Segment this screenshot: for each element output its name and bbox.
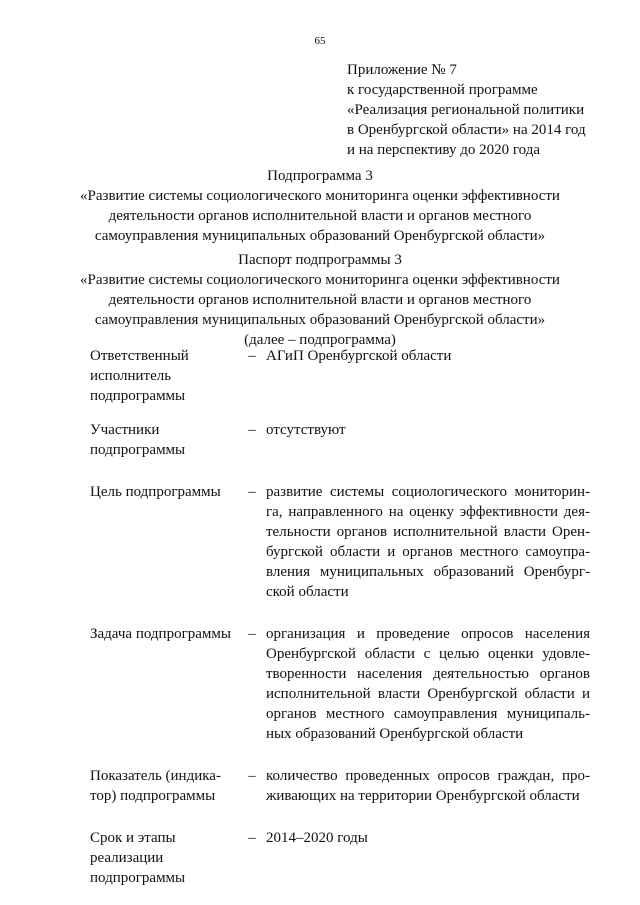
row-label-line: Срок и этапы bbox=[90, 830, 176, 846]
subprogram-title-line: самоуправления муниципальных образований Оренбургской области» bbox=[94, 228, 546, 244]
row-value bbox=[266, 828, 590, 848]
row-label bbox=[90, 420, 238, 460]
row-label-line: Задача подпрограммы bbox=[90, 626, 231, 642]
row-label bbox=[90, 482, 238, 502]
row-value bbox=[266, 624, 590, 744]
appendix-heading bbox=[347, 60, 632, 160]
row-value bbox=[266, 766, 590, 806]
row-dash: – bbox=[248, 348, 256, 364]
row-dash: – bbox=[248, 626, 256, 642]
passport-row-indicator bbox=[90, 766, 590, 806]
row-label-line: Цель подпрограммы bbox=[90, 484, 221, 500]
row-value-line: развитие системы социологического мониторин- bbox=[266, 484, 590, 500]
row-value-line: АГиП Оренбургской области bbox=[266, 348, 452, 364]
appendix-line: «Реализация региональной политики bbox=[347, 102, 585, 118]
row-value-line: тельности органов исполнительной власти Орен- bbox=[266, 524, 590, 540]
row-value-line: организация и проведение опросов населения bbox=[266, 626, 590, 642]
appendix-line: Приложение № 7 bbox=[347, 62, 457, 78]
row-label-line: тор) подпрограммы bbox=[90, 788, 216, 804]
row-dash: – bbox=[248, 768, 256, 784]
row-label-line: Показатель (индика- bbox=[90, 768, 221, 784]
passport-row-responsible-executor bbox=[90, 346, 590, 406]
row-label-line: исполнитель bbox=[90, 368, 172, 384]
row-value-line: творенности населения деятельностью органов bbox=[266, 666, 590, 682]
row-dash: – bbox=[248, 484, 256, 500]
passport-table bbox=[90, 346, 590, 888]
subprogram-title-line: деятельности органов исполнительной власти и органов местного bbox=[108, 208, 532, 224]
row-value-line: бургской области и органов местного самоупра- bbox=[266, 544, 590, 560]
passport-title-line: (далее – подпрограмма) bbox=[244, 332, 396, 348]
subprogram-title-line: Подпрограмма 3 bbox=[267, 168, 373, 184]
passport-row-task bbox=[90, 624, 590, 744]
passport-title bbox=[0, 250, 640, 350]
row-value-line: Оренбургской области с целью оценки удовле- bbox=[266, 646, 590, 662]
passport-title-line: Паспорт подпрограммы 3 bbox=[238, 252, 402, 268]
row-value-line: 2014–2020 годы bbox=[266, 830, 368, 846]
row-value-line: отсутствуют bbox=[266, 422, 346, 438]
row-value bbox=[266, 346, 590, 366]
row-value-line: ской области bbox=[266, 584, 349, 600]
row-label bbox=[90, 346, 238, 406]
passport-row-timeline bbox=[90, 828, 590, 888]
subprogram-title-line: «Развитие системы социологического мониторинга оценки эффективности bbox=[80, 188, 560, 204]
row-value-line: количество проведенных опросов граждан, про- bbox=[266, 768, 590, 784]
passport-row-goal bbox=[90, 482, 590, 602]
row-label-line: подпрограммы bbox=[90, 442, 186, 458]
row-dash: – bbox=[248, 830, 256, 846]
row-value-line: органов местного самоуправления муниципаль- bbox=[266, 706, 590, 722]
row-value-line: исполнительной власти Оренбургской области и bbox=[266, 686, 590, 702]
subprogram-title bbox=[0, 166, 640, 246]
row-value bbox=[266, 420, 590, 440]
appendix-line: в Оренбургской области» на 2014 год bbox=[347, 122, 586, 138]
row-label-line: подпрограммы bbox=[90, 870, 186, 886]
appendix-line: к государственной программе bbox=[347, 82, 538, 98]
row-label bbox=[90, 828, 238, 888]
row-value-line: вления муниципальных образований Оренбург- bbox=[266, 564, 590, 580]
row-label-line: подпрограммы bbox=[90, 388, 186, 404]
row-label bbox=[90, 766, 238, 806]
passport-title-line: деятельности органов исполнительной власти и органов местного bbox=[108, 292, 532, 308]
row-label-line: Ответственный bbox=[90, 348, 189, 364]
page-number: 65 bbox=[314, 35, 326, 47]
row-value-line: ных образований Оренбургской области bbox=[266, 726, 524, 742]
row-value-line: живающих на территории Оренбургской области bbox=[266, 788, 580, 804]
row-label-line: реализации bbox=[90, 850, 164, 866]
row-label-line: Участники bbox=[90, 422, 160, 438]
passport-title-line: «Развитие системы социологического мониторинга оценки эффективности bbox=[80, 272, 560, 288]
appendix-line: и на перспективу до 2020 года bbox=[347, 142, 541, 158]
passport-row-participants bbox=[90, 420, 590, 460]
passport-title-line: самоуправления муниципальных образований Оренбургской области» bbox=[94, 312, 546, 328]
row-value bbox=[266, 482, 590, 602]
row-value-line: га, направленного на оценку эффективности дея- bbox=[266, 504, 590, 520]
row-dash: – bbox=[248, 422, 256, 438]
row-label bbox=[90, 624, 238, 644]
